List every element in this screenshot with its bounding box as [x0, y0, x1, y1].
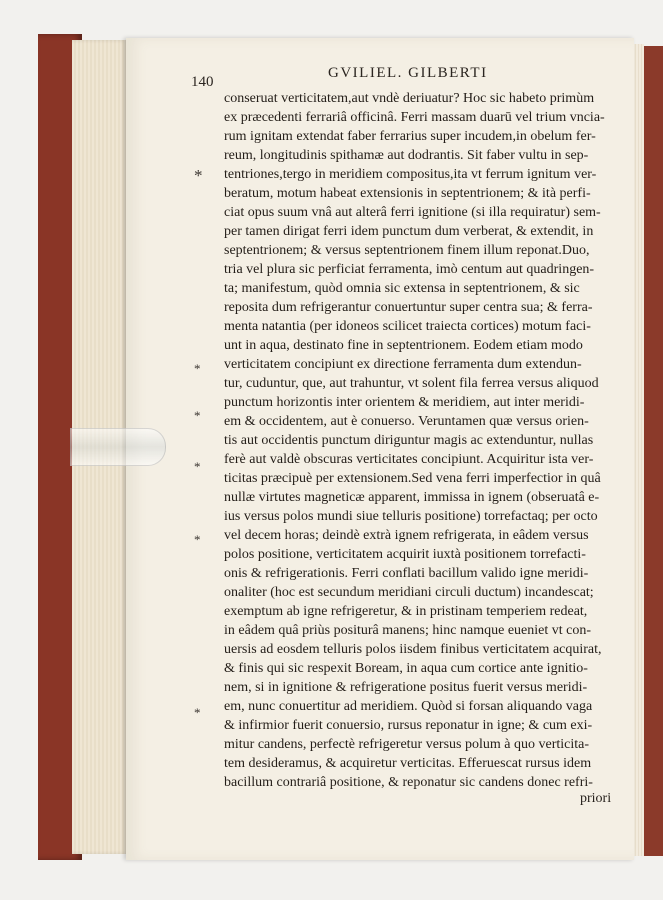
text-line: ticitas præcipuè per extensionem.Sed vena ferri imperfectior in quâ [224, 471, 601, 486]
text-line: conseruat verticitatem,aut vndè deriuatur? Hoc sic habeto primùm [224, 91, 595, 106]
text-line: em & occidentem, aut è conuerso. Veruntamen quæ versus orien- [224, 414, 589, 429]
text-line: bacillum contrariâ positione, & reponatur sic candens donec refri- [224, 775, 593, 790]
text-line: tria vel plura sic perficiat ferramenta, imò centum aut quadringen- [224, 262, 595, 277]
text-line: polos positione, verticitatem acquirit iuxtà positionem torrefacti- [224, 547, 586, 562]
text-line: & infirmior fuerit conuersio, rursus reponatur in igne; & cum exi- [224, 718, 593, 733]
text-line: mitur candens, perfectè refrigeretur versus polum à quo verticita- [224, 737, 590, 752]
text-line: per tamen dirigat ferri idem punctum dum verberat, & extendit, in [224, 224, 594, 239]
text-line: rum ignitam extendat faber ferrarius super incudem,in obelum fer- [224, 129, 596, 144]
text-line: ta; manifestum, quòd omnia sic extensa in septentrionem, & sic [224, 281, 580, 296]
text-line: unt in aqua, destinato fine in septentrionem. Eodem etiam modo [224, 338, 583, 353]
marginal-mark: * [194, 459, 201, 474]
text-line: verticitatem concipiunt ex directione ferramenta dum extendun- [224, 357, 582, 372]
text-line: onis & refrigerationis. Ferri conflati bacillum valido igne meridi- [224, 566, 589, 581]
text-line: nem, si in ignitione & refrigeratione positus fuerit versus meridi- [224, 680, 588, 695]
catchword: priori [580, 791, 612, 806]
text-line: tentriones,tergo in meridiem compositus,ita vt ferrum ignitum ver- [224, 167, 597, 182]
text-line: & finis qui sic respexit Boream, in aqua cum cortice ante ignitio- [224, 661, 588, 676]
text-line: ius versus polos mundi siue telluris positione) torrefactaq; per octo [224, 509, 598, 524]
text-line: septentrionem; & versus septentrionem finem illum reponat.Duo, [224, 243, 590, 258]
text-line: ferè aut valdè obscuras verticitates concipiunt. Acquiritur ista ver- [224, 452, 594, 467]
text-line: tur, cuduntur, que, aut trahuntur, vt solent fila ferrea versus aliquod [224, 376, 599, 391]
text-line: menta natantia (per idoneos scilicet traiecta cortices) motum faci- [224, 319, 591, 334]
text-line: beratum, motum habeat extensionis in septentrionem; & ità perfi- [224, 186, 591, 201]
marginal-mark: * [194, 166, 203, 185]
text-line: in eâdem quâ priùs positurâ manens; hinc namque eueniet vt con- [224, 623, 592, 638]
text-line: tem desideramus, & acquiretur verticitas. Efferuescat rursus idem [224, 756, 592, 771]
marginal-mark: * [194, 705, 201, 720]
marginal-mark: * [194, 361, 201, 376]
marginal-mark: * [194, 532, 201, 547]
text-line: reum, longitudinis spithamæ aut dodrantis. Sit faber vultu in sep- [224, 148, 589, 163]
page-weight-strap [70, 428, 166, 466]
text-line: ex præcedenti ferrariâ officinâ. Ferri massam duarū vel trium vncia- [224, 110, 605, 125]
text-line: vel decem horas; deindè extrà ignem refrigerata, in eâdem versus [224, 528, 589, 543]
marginal-mark: * [194, 408, 201, 423]
text-line: reposita dum refrigerantur conuertuntur super centra sua; & ferra- [224, 300, 593, 315]
page-number: 140 [191, 74, 214, 90]
text-line: em, nunc conuertitur ad meridiem. Quòd si forsan aliquando vaga [224, 699, 593, 714]
running-head: GVILIEL. GILBERTI [328, 65, 488, 81]
text-line: nullæ virtutes magneticæ apparent, immissa in ignem (obseruatâ e- [224, 490, 600, 505]
text-line: ciat opus suum vnâ aut alterâ ferri ignitione (si illa requiratur) sem- [224, 205, 601, 220]
text-line: onaliter (hoc est secundum meridiani circuli ductum) incandescat; [224, 585, 594, 600]
text-line: tis aut occidentis punctum diriguntur magis ac extenduntur, nullas [224, 433, 594, 448]
text-line: uersis ad eosdem telluris polos iisdem finibus verticitatem acquirat, [224, 642, 602, 657]
text-line: punctum horizontis inter orientem & meridiem, aut inter meridi- [224, 395, 585, 410]
text-line: exemptum ab igne refrigeretur, & in pristinam temperiem redeat, [224, 604, 588, 619]
